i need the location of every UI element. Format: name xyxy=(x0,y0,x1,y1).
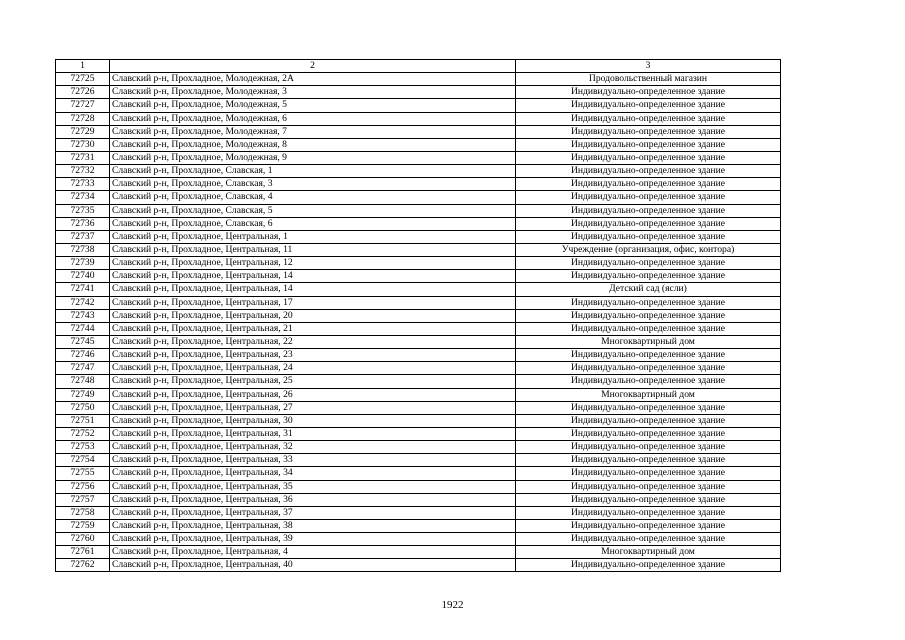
page-number: 1922 xyxy=(441,599,464,611)
table-row xyxy=(56,349,781,362)
table-row xyxy=(56,322,781,335)
header-cell-number: 1 xyxy=(56,60,110,73)
row-number-cell: 72759 xyxy=(56,519,110,532)
building-type-cell: Учреждение (организация, офис, контора) xyxy=(516,243,781,256)
row-number-cell: 72727 xyxy=(56,99,110,112)
address-cell: Славский р-н, Прохладное, Центральная, 12 xyxy=(110,257,516,270)
building-type-cell: Индивидуально-определенное здание xyxy=(516,467,781,480)
row-number-cell: 72728 xyxy=(56,112,110,125)
building-type-cell: Индивидуально-определенное здание xyxy=(516,230,781,243)
address-cell: Славский р-н, Прохладное, Молодежная, 9 xyxy=(110,151,516,164)
table-row xyxy=(56,257,781,270)
header-cell-address: 2 xyxy=(110,60,516,73)
table-header-row xyxy=(56,60,781,73)
table-row xyxy=(56,414,781,427)
row-number-cell: 72748 xyxy=(56,375,110,388)
address-cell: Славский р-н, Прохладное, Центральная, 14 xyxy=(110,270,516,283)
row-number-cell: 72758 xyxy=(56,506,110,519)
address-cell: Славский р-н, Прохладное, Молодежная, 2А xyxy=(110,73,516,86)
building-type-cell: Индивидуально-определенное здание xyxy=(516,138,781,151)
table-row xyxy=(56,441,781,454)
row-number-cell: 72730 xyxy=(56,138,110,151)
address-cell: Славский р-н, Прохладное, Славская, 5 xyxy=(110,204,516,217)
table-row xyxy=(56,125,781,138)
building-type-cell: Многоквартирный дом xyxy=(516,335,781,348)
table-row xyxy=(56,335,781,348)
building-type-cell: Индивидуально-определенное здание xyxy=(516,454,781,467)
address-cell: Славский р-н, Прохладное, Центральная, 36 xyxy=(110,493,516,506)
address-cell: Славский р-н, Прохладное, Центральная, 1 xyxy=(110,230,516,243)
address-cell: Славский р-н, Прохладное, Центральная, 11 xyxy=(110,243,516,256)
table-row xyxy=(56,178,781,191)
building-type-cell: Индивидуально-определенное здание xyxy=(516,270,781,283)
building-type-cell: Индивидуально-определенное здание xyxy=(516,309,781,322)
address-cell: Славский р-н, Прохладное, Центральная, 27 xyxy=(110,401,516,414)
row-number-cell: 72750 xyxy=(56,401,110,414)
row-number-cell: 72742 xyxy=(56,296,110,309)
row-number-cell: 72739 xyxy=(56,257,110,270)
row-number-cell: 72735 xyxy=(56,204,110,217)
building-type-cell: Индивидуально-определенное здание xyxy=(516,414,781,427)
table-row xyxy=(56,230,781,243)
building-type-cell: Индивидуально-определенное здание xyxy=(516,204,781,217)
building-register-table xyxy=(55,59,781,572)
address-cell: Славский р-н, Прохладное, Славская, 1 xyxy=(110,165,516,178)
address-cell: Славский р-н, Прохладное, Центральная, 40 xyxy=(110,559,516,572)
address-cell: Славский р-н, Прохладное, Центральная, 38 xyxy=(110,519,516,532)
address-cell: Славский р-н, Прохладное, Молодежная, 5 xyxy=(110,99,516,112)
building-type-cell: Индивидуально-определенное здание xyxy=(516,559,781,572)
building-type-cell: Индивидуально-определенное здание xyxy=(516,125,781,138)
table-row xyxy=(56,454,781,467)
row-number-cell: 72741 xyxy=(56,283,110,296)
building-type-cell: Индивидуально-определенное здание xyxy=(516,375,781,388)
table-row xyxy=(56,546,781,559)
address-cell: Славский р-н, Прохладное, Центральная, 32 xyxy=(110,441,516,454)
table-row xyxy=(56,73,781,86)
address-cell: Славский р-н, Прохладное, Центральная, 30 xyxy=(110,414,516,427)
building-type-cell: Индивидуально-определенное здание xyxy=(516,112,781,125)
row-number-cell: 72745 xyxy=(56,335,110,348)
building-type-cell: Индивидуально-определенное здание xyxy=(516,296,781,309)
table-row xyxy=(56,86,781,99)
building-type-cell: Индивидуально-определенное здание xyxy=(516,151,781,164)
address-cell: Славский р-н, Прохладное, Центральная, 14 xyxy=(110,283,516,296)
table-row xyxy=(56,296,781,309)
table-row xyxy=(56,506,781,519)
table-row xyxy=(56,99,781,112)
header-cell-type: 3 xyxy=(516,60,781,73)
table-row xyxy=(56,217,781,230)
table-row xyxy=(56,519,781,532)
table-body xyxy=(56,60,781,572)
row-number-cell: 72761 xyxy=(56,546,110,559)
row-number-cell: 72760 xyxy=(56,533,110,546)
table-row xyxy=(56,533,781,546)
address-cell: Славский р-н, Прохладное, Центральная, 20 xyxy=(110,309,516,322)
building-type-cell: Индивидуально-определенное здание xyxy=(516,217,781,230)
row-number-cell: 72755 xyxy=(56,467,110,480)
building-type-cell: Детский сад (ясли) xyxy=(516,283,781,296)
building-type-cell: Индивидуально-определенное здание xyxy=(516,533,781,546)
building-type-cell: Продовольственный магазин xyxy=(516,73,781,86)
row-number-cell: 72744 xyxy=(56,322,110,335)
building-type-cell: Многоквартирный дом xyxy=(516,388,781,401)
building-type-cell: Индивидуально-определенное здание xyxy=(516,493,781,506)
row-number-cell: 72731 xyxy=(56,151,110,164)
table-row xyxy=(56,243,781,256)
building-type-cell: Индивидуально-определенное здание xyxy=(516,401,781,414)
building-type-cell: Индивидуально-определенное здание xyxy=(516,362,781,375)
table-row xyxy=(56,559,781,572)
address-cell: Славский р-н, Прохладное, Центральная, 26 xyxy=(110,388,516,401)
table-row xyxy=(56,138,781,151)
row-number-cell: 72729 xyxy=(56,125,110,138)
building-type-cell: Индивидуально-определенное здание xyxy=(516,178,781,191)
building-type-cell: Многоквартирный дом xyxy=(516,546,781,559)
row-number-cell: 72762 xyxy=(56,559,110,572)
table-row xyxy=(56,401,781,414)
row-number-cell: 72734 xyxy=(56,191,110,204)
address-cell: Славский р-н, Прохладное, Центральная, 23 xyxy=(110,349,516,362)
table-row xyxy=(56,151,781,164)
building-type-cell: Индивидуально-определенное здание xyxy=(516,427,781,440)
building-type-cell: Индивидуально-определенное здание xyxy=(516,257,781,270)
building-type-cell: Индивидуально-определенное здание xyxy=(516,191,781,204)
row-number-cell: 72747 xyxy=(56,362,110,375)
address-cell: Славский р-н, Прохладное, Центральная, 39 xyxy=(110,533,516,546)
table-row xyxy=(56,388,781,401)
table-row xyxy=(56,283,781,296)
building-type-cell: Индивидуально-определенное здание xyxy=(516,480,781,493)
address-cell: Славский р-н, Прохладное, Центральная, 24 xyxy=(110,362,516,375)
building-type-cell: Индивидуально-определенное здание xyxy=(516,506,781,519)
building-type-cell: Индивидуально-определенное здание xyxy=(516,441,781,454)
address-cell: Славский р-н, Прохладное, Молодежная, 6 xyxy=(110,112,516,125)
table-row xyxy=(56,427,781,440)
table-row xyxy=(56,191,781,204)
address-cell: Славский р-н, Прохладное, Молодежная, 3 xyxy=(110,86,516,99)
address-cell: Славский р-н, Прохладное, Молодежная, 8 xyxy=(110,138,516,151)
address-cell: Славский р-н, Прохладное, Центральная, 35 xyxy=(110,480,516,493)
address-cell: Славский р-н, Прохладное, Центральная, 34 xyxy=(110,467,516,480)
address-cell: Славский р-н, Прохладное, Центральная, 37 xyxy=(110,506,516,519)
table-row xyxy=(56,493,781,506)
row-number-cell: 72726 xyxy=(56,86,110,99)
building-type-cell: Индивидуально-определенное здание xyxy=(516,165,781,178)
row-number-cell: 72738 xyxy=(56,243,110,256)
row-number-cell: 72736 xyxy=(56,217,110,230)
address-cell: Славский р-н, Прохладное, Центральная, 33 xyxy=(110,454,516,467)
building-type-cell: Индивидуально-определенное здание xyxy=(516,519,781,532)
address-cell: Славский р-н, Прохладное, Молодежная, 7 xyxy=(110,125,516,138)
table-row xyxy=(56,375,781,388)
address-cell: Славский р-н, Прохладное, Центральная, 21 xyxy=(110,322,516,335)
address-cell: Славский р-н, Прохладное, Славская, 3 xyxy=(110,178,516,191)
row-number-cell: 72754 xyxy=(56,454,110,467)
row-number-cell: 72740 xyxy=(56,270,110,283)
row-number-cell: 72752 xyxy=(56,427,110,440)
table-row xyxy=(56,362,781,375)
address-cell: Славский р-н, Прохладное, Славская, 6 xyxy=(110,217,516,230)
address-cell: Славский р-н, Прохладное, Славская, 4 xyxy=(110,191,516,204)
row-number-cell: 72753 xyxy=(56,441,110,454)
table-row xyxy=(56,480,781,493)
table-row xyxy=(56,165,781,178)
table-row xyxy=(56,112,781,125)
building-type-cell: Индивидуально-определенное здание xyxy=(516,86,781,99)
table-row xyxy=(56,309,781,322)
address-cell: Славский р-н, Прохладное, Центральная, 4 xyxy=(110,546,516,559)
row-number-cell: 72737 xyxy=(56,230,110,243)
row-number-cell: 72725 xyxy=(56,73,110,86)
address-cell: Славский р-н, Прохладное, Центральная, 31 xyxy=(110,427,516,440)
row-number-cell: 72751 xyxy=(56,414,110,427)
address-cell: Славский р-н, Прохладное, Центральная, 25 xyxy=(110,375,516,388)
building-type-cell: Индивидуально-определенное здание xyxy=(516,349,781,362)
row-number-cell: 72733 xyxy=(56,178,110,191)
row-number-cell: 72757 xyxy=(56,493,110,506)
address-cell: Славский р-н, Прохладное, Центральная, 22 xyxy=(110,335,516,348)
row-number-cell: 72746 xyxy=(56,349,110,362)
table-row xyxy=(56,270,781,283)
table-row xyxy=(56,204,781,217)
row-number-cell: 72732 xyxy=(56,165,110,178)
building-type-cell: Индивидуально-определенное здание xyxy=(516,99,781,112)
row-number-cell: 72749 xyxy=(56,388,110,401)
row-number-cell: 72756 xyxy=(56,480,110,493)
table-row xyxy=(56,467,781,480)
building-type-cell: Индивидуально-определенное здание xyxy=(516,322,781,335)
address-cell: Славский р-н, Прохладное, Центральная, 17 xyxy=(110,296,516,309)
row-number-cell: 72743 xyxy=(56,309,110,322)
